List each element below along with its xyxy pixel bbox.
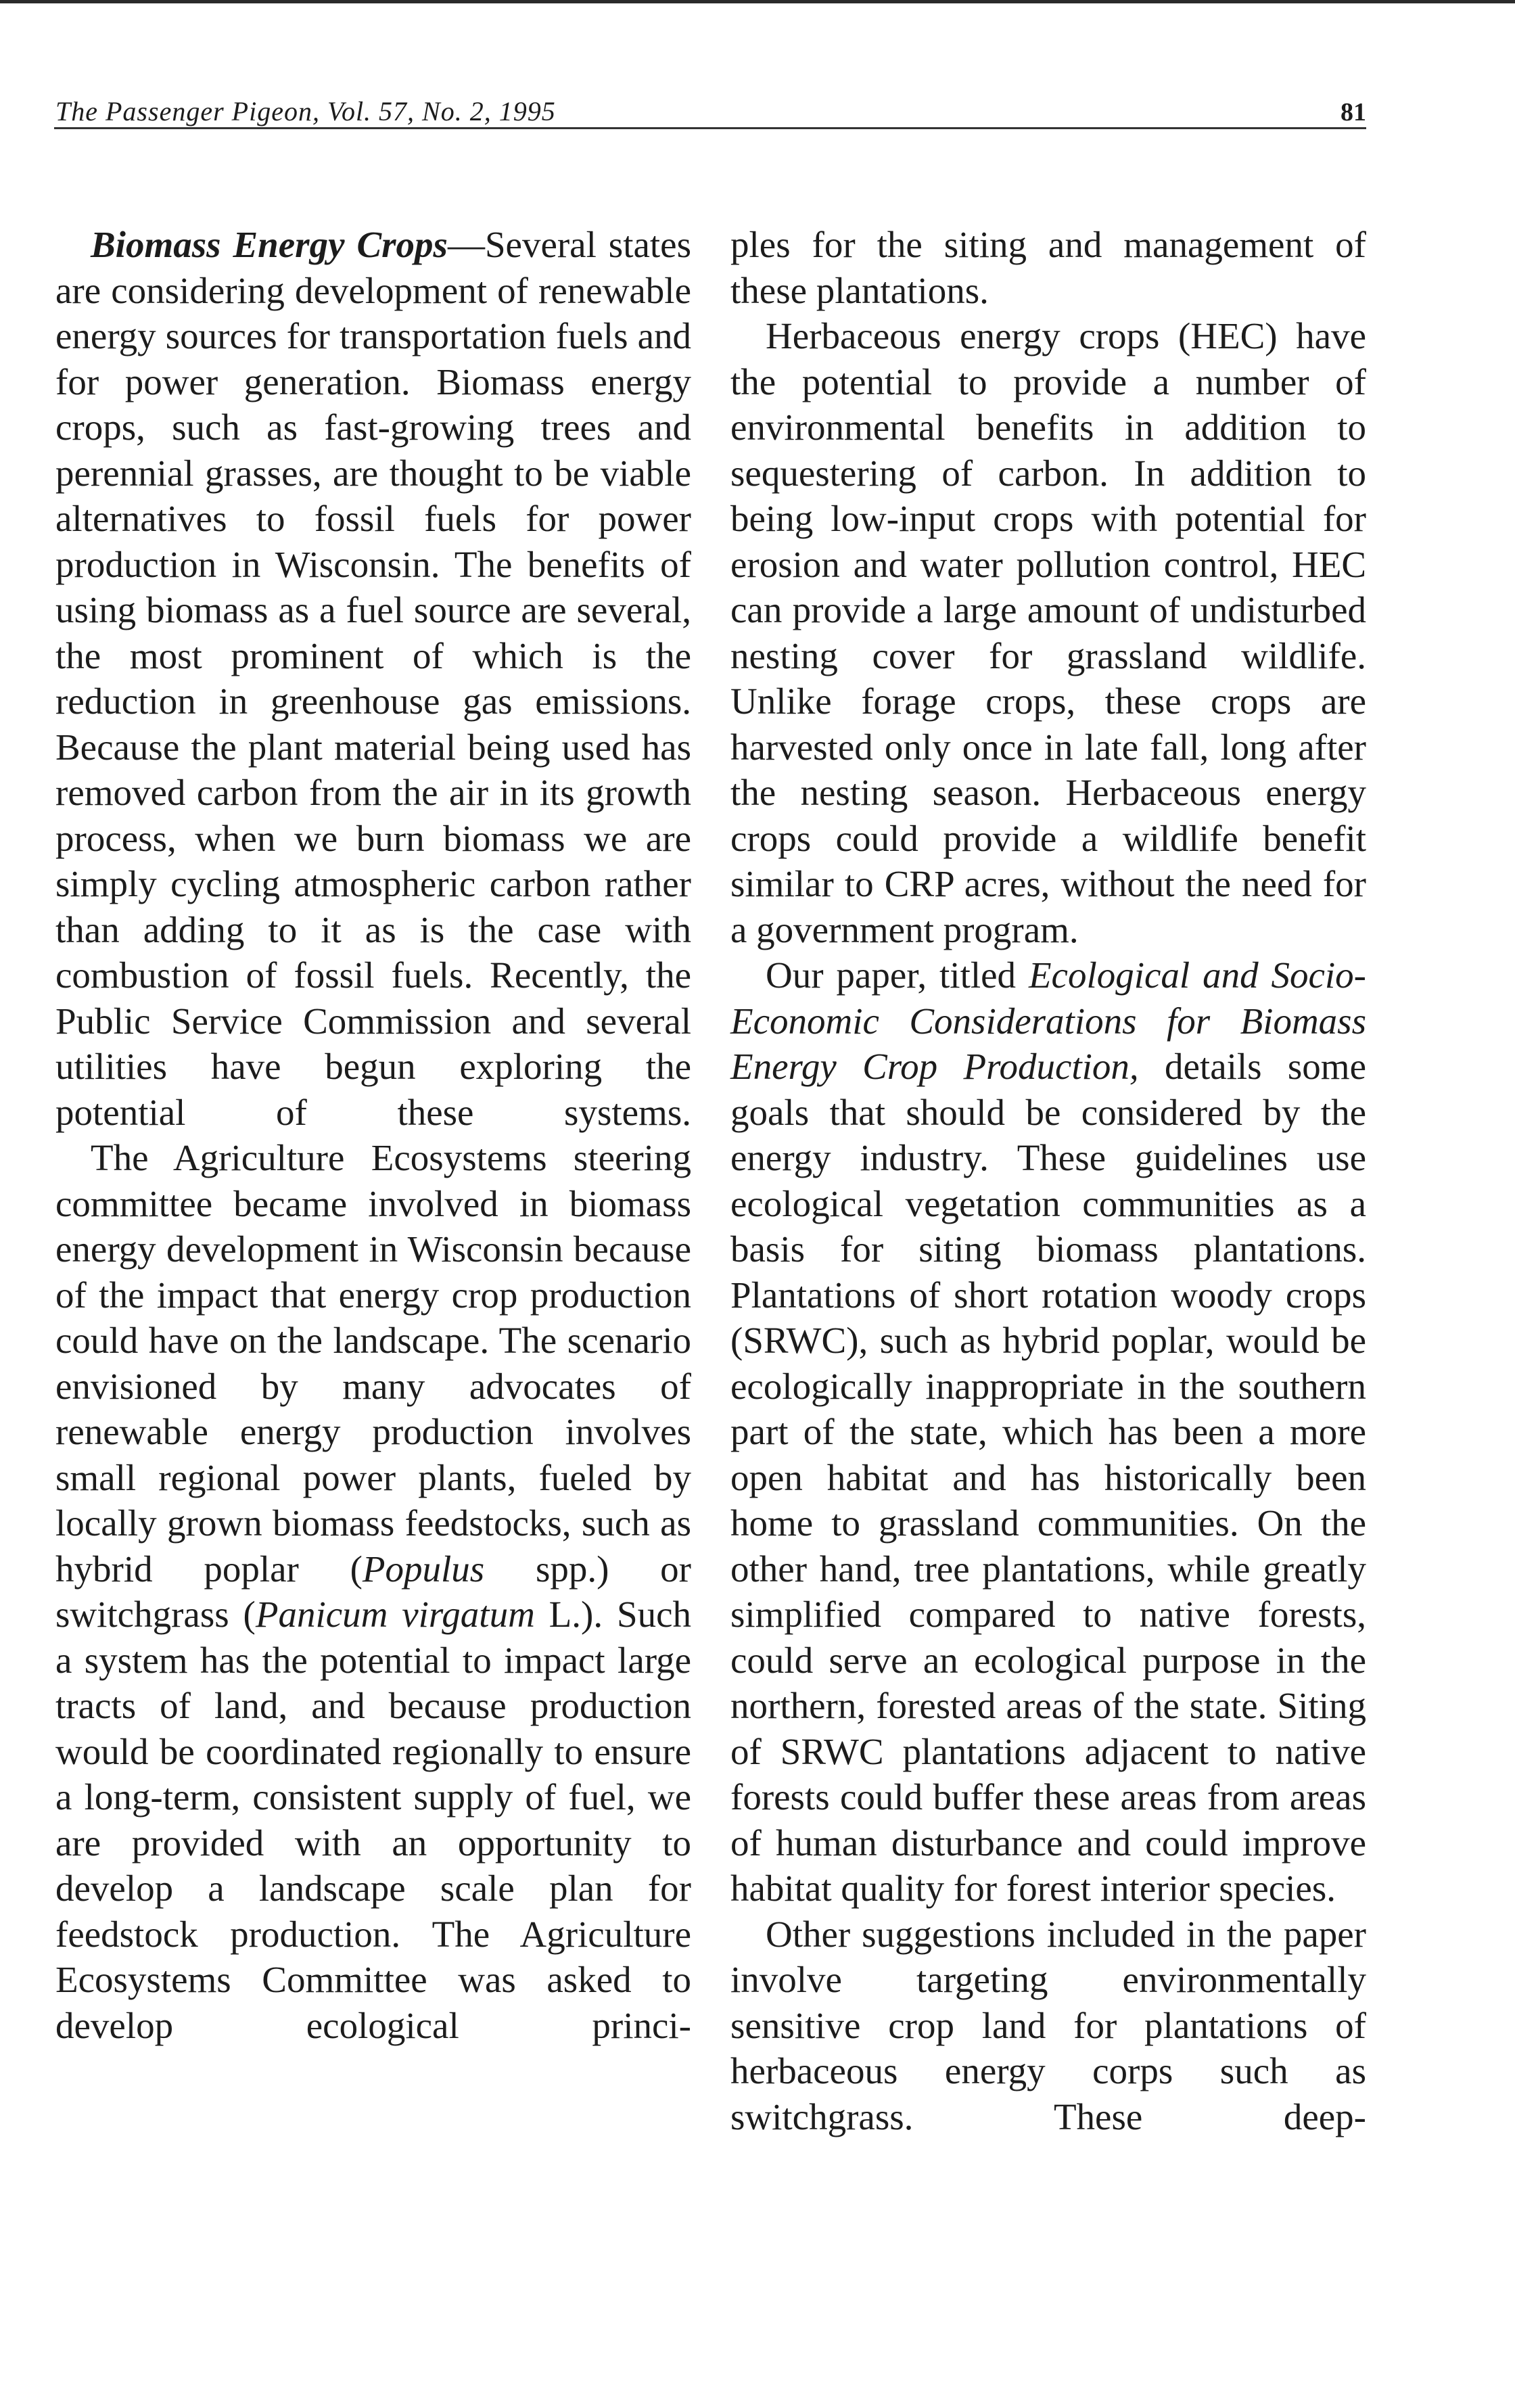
paragraph-continued: ples for the siting and management of these plantations. bbox=[730, 224, 1366, 311]
paragraph-biomass-intro bbox=[55, 222, 691, 1135]
journal-citation: The Passenger Pigeon, Vol. 57, No. 2, 1995 bbox=[55, 96, 556, 126]
species-name-populus: Populus bbox=[362, 1548, 485, 1590]
species-name-panicum: Panicum virgatum bbox=[255, 1594, 535, 1635]
paragraph-text: spp.) or switchgrass ( bbox=[55, 1548, 691, 1635]
section-run-in-heading: Biomass Energy Crops bbox=[91, 224, 448, 265]
paragraph-text: The Agriculture Ecosystems steering committee became involved in biomass energy development in Wisconsin because of the impact that energy crop production could have on the landscape. The scenario envisioned by many advocates of renewable energy production involves small regional power plants, fueled by locally grown biomass feedstocks, such as hybrid poplar ( bbox=[55, 1137, 691, 1590]
paragraph-our-paper bbox=[730, 952, 1366, 1912]
paragraph-other-suggestions: Other suggestions included in the paper involve targeting environmentally sensitive crop land for plantations of herbaceous energy corps such as switchgrass. These deep- bbox=[730, 1913, 1366, 2137]
paragraph-hec: Herbaceous energy crops (HEC) have the potential to provide a number of environmental benefits in addition to sequestering of carbon. In addition to being low-input crops with potential for erosion and water pollution control, HEC can provide a large amount of undisturbed nesting cover for grassland wildlife. Unlike forage crops, these crops are harvested only once in late fall, long after the nesting season. Herbaceous energy crops could provide a wildlife benefit similar to CRP acres, without the need for a government program. bbox=[730, 315, 1366, 950]
paragraph-text: Our paper, titled bbox=[766, 954, 1029, 996]
paper-title: Ecological and Socio-Economic Considerations for Biomass Energy Crop Production, bbox=[730, 954, 1366, 1087]
page-number: 81 bbox=[1341, 98, 1366, 126]
left-column bbox=[55, 222, 691, 2048]
paragraph-text: —Several states are considering development of renewable energy sources for transportation fuels and for power generation. Biomass energy crops, such as fast-growing trees and perennial grasses, are thought to be viable alternatives to fossil fuels for power production in Wisconsin. The benefits of using biomass as a fuel source are several, the most prominent of which is the reduction in greenhouse gas emissions. Because the plant material being used has removed carbon from the air in its growth process, when we burn biomass we are simply cycling atmospheric carbon rather than adding to it as is the case with combustion of fossil fuels. Recently, the Public Service Commission and several utilities have begun exploring the potential of these systems. bbox=[55, 224, 691, 1133]
paragraph-text: L.). Such a system has the potential to impact large tracts of land, and because production would be coordinated regionally to ensure a long-term, consistent supply of fuel, we are provided with an opportunity to develop a landscape scale plan for feedstock production. The Agriculture Ecosystems Committee was asked to develop ecological princi- bbox=[55, 1594, 691, 2046]
running-header bbox=[55, 80, 1366, 127]
top-rule bbox=[0, 0, 1515, 3]
paragraph-text: details some goals that should be considered by the energy industry. These guidelines use ecological vegetation communities as a basis for siting biomass plantations. Plantations of short rotation woody crops (SRWC), such as hybrid poplar, would be ecologically inappropriate in the southern part of the state, which has been a more open habitat and has historically been home to grassland communities. On the other hand, tree plantations, while greatly simplified compared to native forests, could serve an ecological purpose in the northern, forested areas of the state. Siting of SRWC plantations adjacent to native forests could buffer these areas from areas of human disturbance and could improve habitat quality for forest interior species. bbox=[730, 1046, 1366, 1909]
paragraph-committee bbox=[55, 1135, 691, 2048]
header-rule bbox=[54, 127, 1366, 129]
right-column bbox=[730, 222, 1366, 2139]
